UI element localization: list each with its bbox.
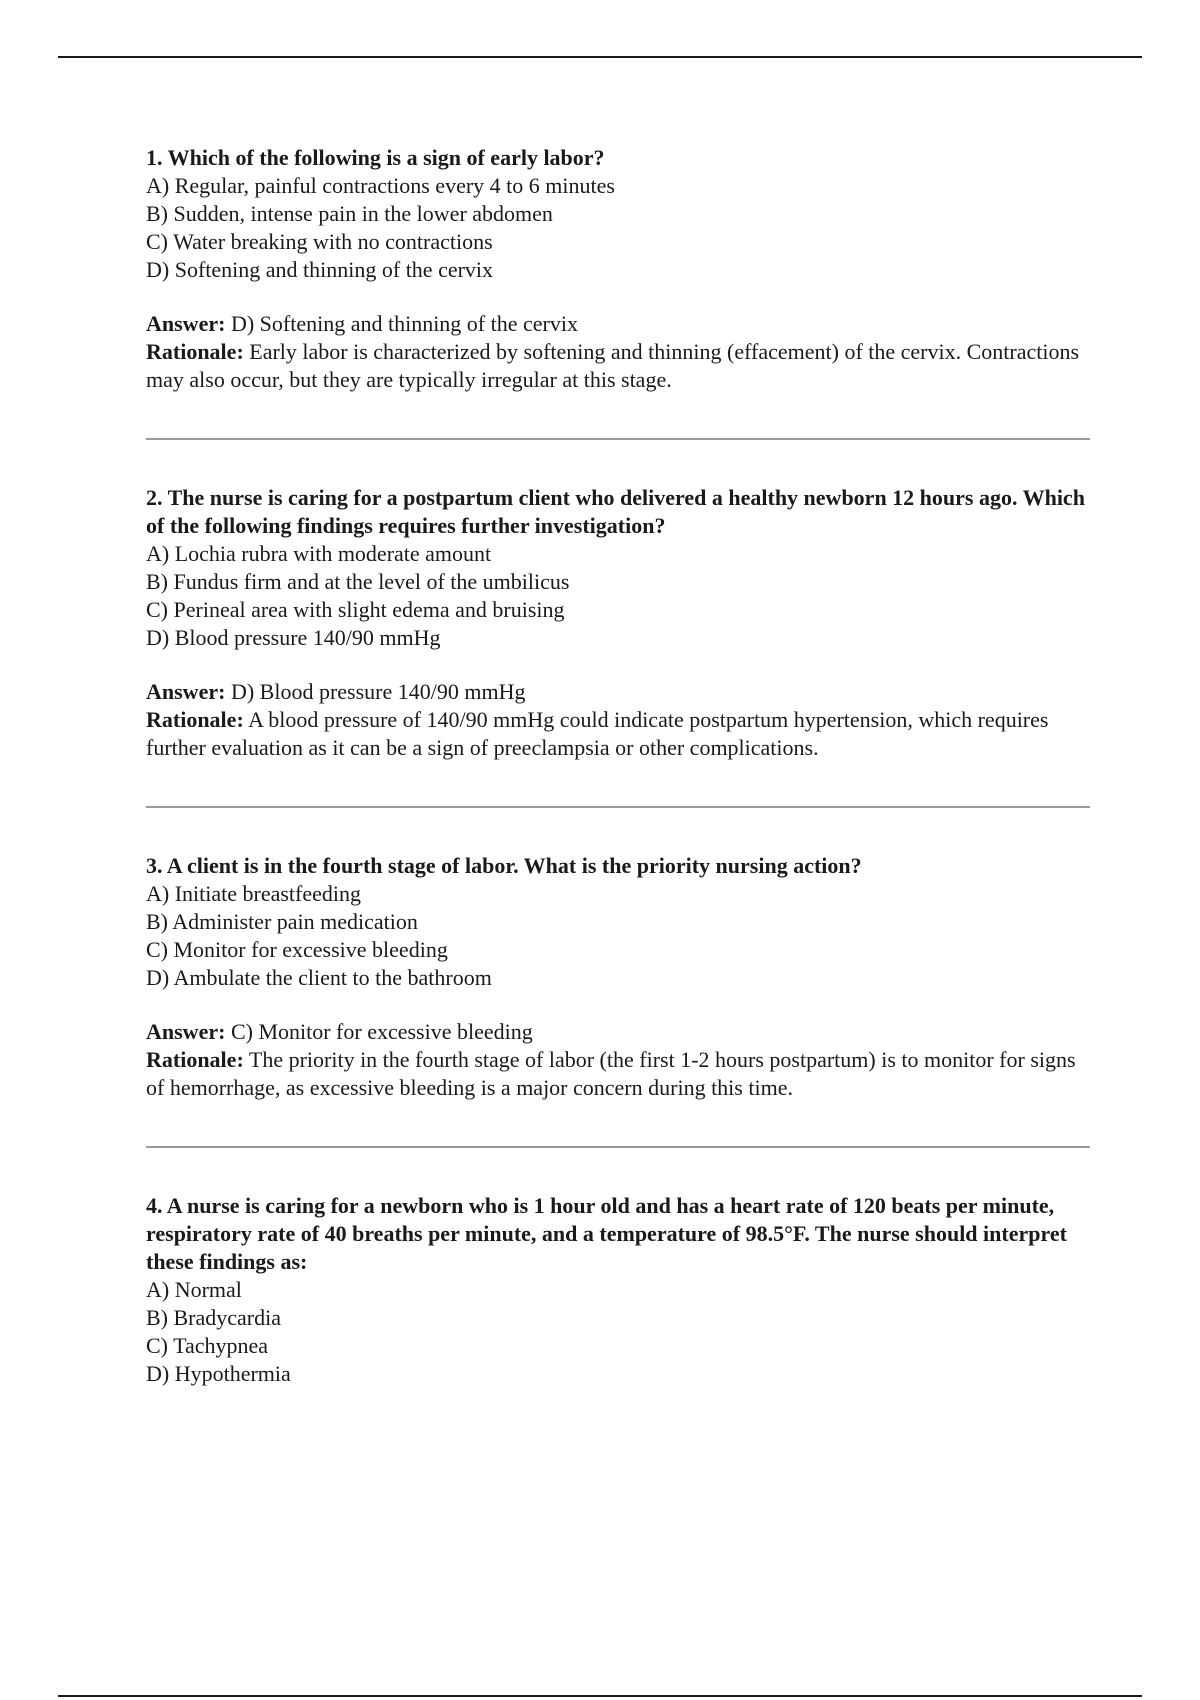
answer-label: Answer: bbox=[146, 679, 226, 704]
section-divider bbox=[146, 806, 1090, 808]
question-4 bbox=[146, 1192, 1090, 1388]
question-1 bbox=[146, 144, 1090, 394]
rationale-label: Rationale: bbox=[146, 339, 244, 364]
option-a: A) Regular, painful contractions every 4 to 6 minutes bbox=[146, 173, 615, 198]
rationale-line bbox=[146, 706, 1090, 762]
option-b: B) Fundus firm and at the level of the umbilicus bbox=[146, 569, 570, 594]
answer-label: Answer: bbox=[146, 311, 226, 336]
option-a: A) Normal bbox=[146, 1277, 242, 1302]
option-c: C) Monitor for excessive bleeding bbox=[146, 937, 448, 962]
answer-options bbox=[146, 172, 1090, 284]
answer-block bbox=[146, 310, 1090, 394]
document-body bbox=[146, 144, 1090, 1388]
option-a: A) Initiate breastfeeding bbox=[146, 881, 362, 906]
question-stem: 4. A nurse is caring for a newborn who is 1 hour old and has a heart rate of 120 beats per minute, respiratory rate of 40 breaths per minute, and a temperature of 98.5°F. The nurse should interpret these findings as: bbox=[146, 1193, 1067, 1274]
page-top-rule bbox=[58, 56, 1142, 58]
option-d: D) Ambulate the client to the bathroom bbox=[146, 965, 492, 990]
rationale-line bbox=[146, 1046, 1090, 1102]
rationale-text: Early labor is characterized by softening and thinning (effacement) of the cervix. Contractions may also occur, but they are typically irregular at this stage. bbox=[146, 339, 1080, 392]
rationale-line bbox=[146, 338, 1090, 394]
answer-line bbox=[146, 1018, 1090, 1046]
option-c: C) Water breaking with no contractions bbox=[146, 229, 493, 254]
option-b: B) Administer pain medication bbox=[146, 909, 418, 934]
answer-text: D) Blood pressure 140/90 mmHg bbox=[230, 679, 526, 704]
question-3 bbox=[146, 852, 1090, 1102]
answer-block bbox=[146, 678, 1090, 762]
option-d: D) Blood pressure 140/90 mmHg bbox=[146, 625, 441, 650]
page-bottom-rule bbox=[58, 1695, 1142, 1697]
answer-options bbox=[146, 540, 1090, 652]
answer-line bbox=[146, 310, 1090, 338]
question-stem: 2. The nurse is caring for a postpartum client who delivered a healthy newborn 12 hours ago. Which of the following findings requires further investigation? bbox=[146, 485, 1085, 538]
question-stem: 3. A client is in the fourth stage of labor. What is the priority nursing action? bbox=[146, 853, 862, 878]
section-divider bbox=[146, 438, 1090, 440]
answer-block bbox=[146, 1018, 1090, 1102]
option-b: B) Sudden, intense pain in the lower abdomen bbox=[146, 201, 553, 226]
answer-label: Answer: bbox=[146, 1019, 226, 1044]
option-d: D) Hypothermia bbox=[146, 1361, 291, 1386]
answer-text: D) Softening and thinning of the cervix bbox=[230, 311, 578, 336]
question-2 bbox=[146, 484, 1090, 762]
rationale-text: The priority in the fourth stage of labor (the first 1-2 hours postpartum) is to monitor for signs of hemorrhage, as excessive bleeding is a major concern during this time. bbox=[146, 1047, 1076, 1100]
rationale-text: A blood pressure of 140/90 mmHg could indicate postpartum hypertension, which requires further evaluation as it can be a sign of preeclampsia or other complications. bbox=[146, 707, 1049, 760]
section-divider bbox=[146, 1146, 1090, 1148]
option-b: B) Bradycardia bbox=[146, 1305, 281, 1330]
answer-line bbox=[146, 678, 1090, 706]
question-stem: 1. Which of the following is a sign of early labor? bbox=[146, 145, 605, 170]
option-c: C) Tachypnea bbox=[146, 1333, 269, 1358]
answer-text: C) Monitor for excessive bleeding bbox=[230, 1019, 533, 1044]
option-d: D) Softening and thinning of the cervix bbox=[146, 257, 494, 282]
rationale-label: Rationale: bbox=[146, 707, 244, 732]
option-a: A) Lochia rubra with moderate amount bbox=[146, 541, 492, 566]
option-c: C) Perineal area with slight edema and bruising bbox=[146, 597, 565, 622]
answer-options bbox=[146, 1276, 1090, 1388]
rationale-label: Rationale: bbox=[146, 1047, 244, 1072]
answer-options bbox=[146, 880, 1090, 992]
